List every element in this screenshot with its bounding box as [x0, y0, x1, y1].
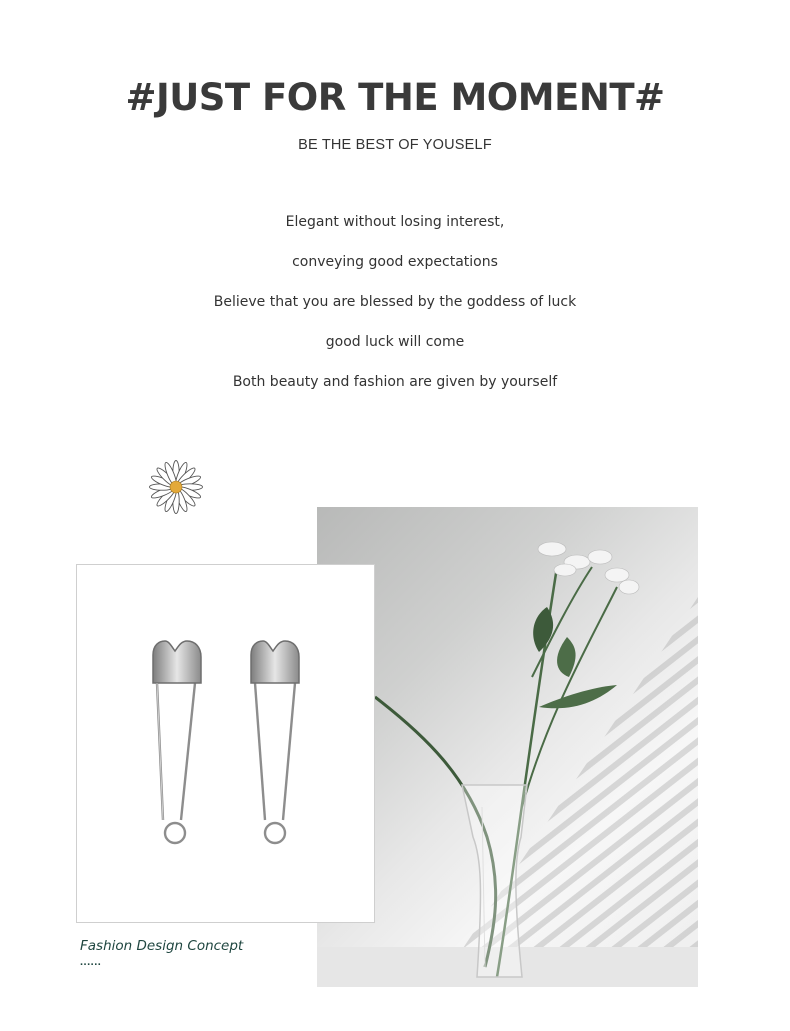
daisy-icon	[146, 457, 206, 517]
poem-line: Both beauty and fashion are given by yourself	[232, 374, 558, 390]
page-subtitle: BE THE BEST OF YOUSELF	[298, 137, 492, 153]
product-image-card	[76, 564, 375, 923]
poem-text	[0, 212, 790, 412]
page-title: #JUST FOR THE MOMENT#	[125, 76, 665, 119]
poem-line: Believe that you are blessed by the goddess of luck	[213, 294, 577, 310]
poem-line: good luck will come	[325, 334, 465, 350]
poem-line: Elegant without losing interest,	[285, 214, 505, 230]
caption-dots: ......	[80, 956, 102, 968]
caption-text: Fashion Design Concept	[80, 938, 244, 954]
safety-pin-earrings-image	[77, 565, 374, 922]
poem-line: conveying good expectations	[292, 254, 498, 270]
